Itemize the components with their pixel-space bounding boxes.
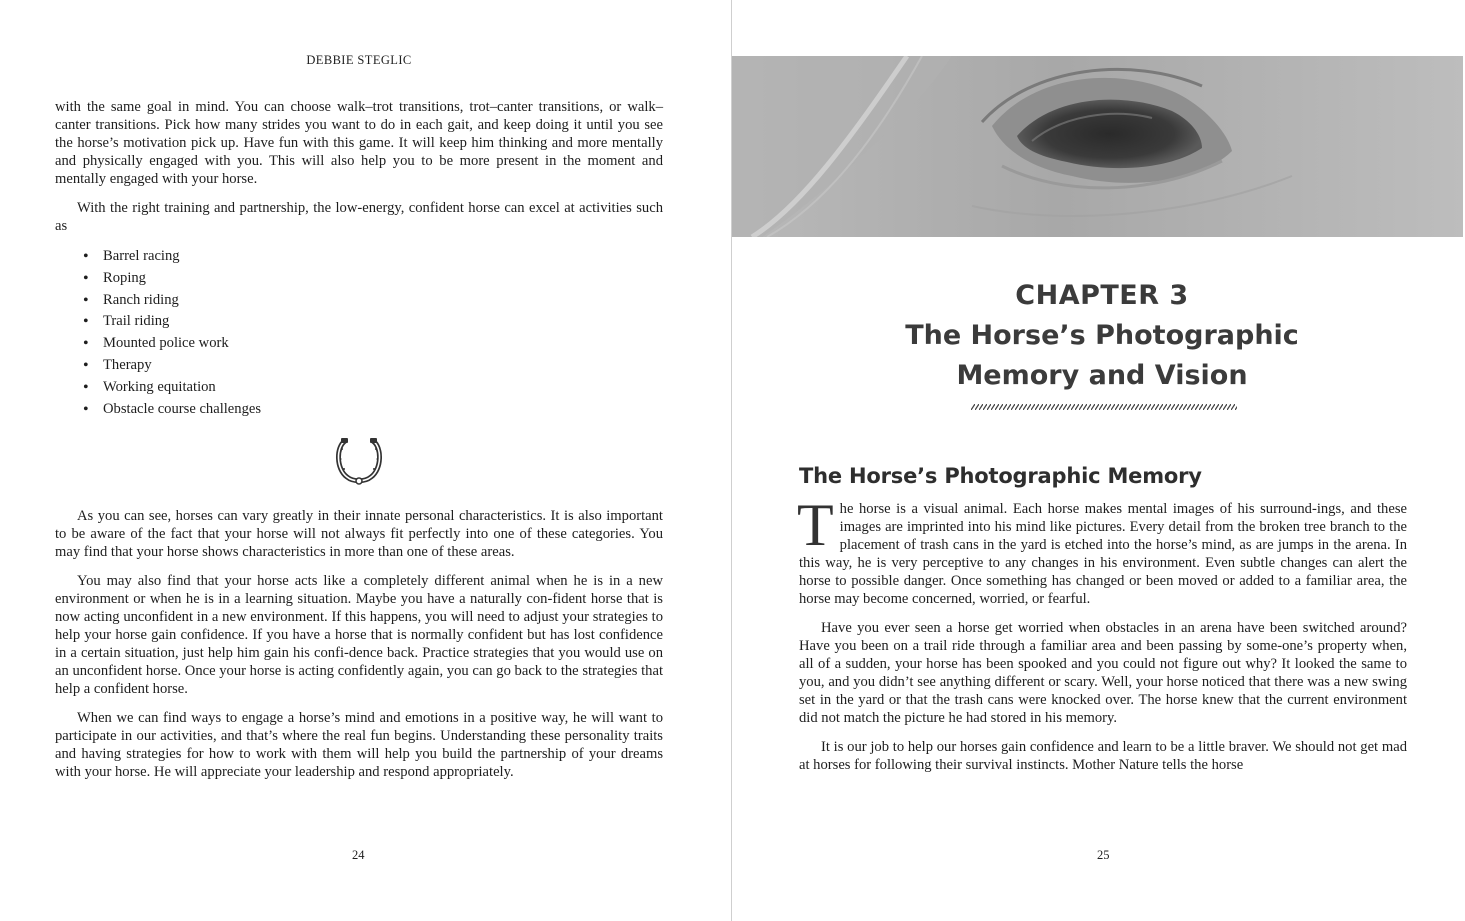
chapter-title-line: Memory and Vision: [956, 360, 1248, 391]
paragraph: You may also find that your horse acts like a completely different animal when he is in a new environment or when he is in a learning situation. Maybe you have a naturally con-fident horse that is now acting unconfident in a new environment. If this happens, you will need to adjust your strategies to help your horse gain confidence. If you have a horse that is normally confident but has lost confidence in a certain situation, just help him gain his confi-dence back. Practice strategies that you would use on an unconfident horse. Once your horse is acting confidently again, you can go back to the strategies that help a confident horse.: [55, 573, 663, 698]
paragraph: When we can find ways to engage a horse’s mind and emotions in a positive way, he will want to participate in our activities, and that’s where the real fun begins. Understanding these personality traits and having strategies for how to work with them will help you build the partnership of your dreams with your horse. He will appreciate your leadership and respond appropriately.: [55, 710, 663, 781]
chapter-heading: [732, 276, 1465, 396]
right-page-body: [797, 492, 1407, 785]
list-item: • Ranch riding: [103, 290, 663, 312]
paragraph: [797, 492, 1407, 608]
page-number: 24: [352, 848, 365, 862]
decorative-rule: [971, 404, 1237, 410]
paragraph: With the right training and partnership, the low-energy, confident horse can excel at activities such as: [55, 200, 663, 234]
horseshoe-icon: [333, 435, 385, 487]
list-item: • Trail riding: [103, 311, 663, 333]
chapter-title-line: The Horse’s Photographic: [905, 320, 1299, 351]
right-page: [732, 0, 1465, 921]
paragraph-text: he horse is a visual animal. Each horse makes mental images of his surround-ings, and these images are imprinted into his mind like pictures. Every detail from the broken tree branch to the placement of trash cans in the yard is etched into the horse’s mind, as are jumps in the arena. In this way, he is very perceptive to any changes in his environment. Even subtle changes can alert the horse to possible danger. Once something has changed or been moved or added to a familiar area, the horse may become concerned, worried, or fearful.: [799, 501, 1407, 607]
paragraph: with the same goal in mind. You can choose walk–trot transitions, trot–canter transitions, or walk–canter transitions. Pick how many strides you want to do in each gait, and keep doing it until you see the horse’s motivation pick up. Have fun with this game. It will keep him thinking and more mentally and physically engaged with you. This will also help you to be more present in the moment and mentally engaged with your horse.: [55, 99, 663, 187]
left-page: [0, 0, 731, 921]
paragraph: It is our job to help our horses gain confidence and learn to be a little braver. We should not get mad at horses for following their survival instincts. Mother Nature tells the horse: [799, 739, 1407, 773]
activities-list: [55, 246, 663, 420]
list-item: • Therapy: [103, 355, 663, 377]
section-heading: The Horse’s Photographic Memory: [799, 464, 1202, 488]
chapter-number: CHAPTER 3: [1015, 280, 1189, 311]
list-item: • Working equitation: [103, 377, 663, 399]
paragraph: As you can see, horses can vary greatly in their innate personal characteristics. It is also important to be aware of the fact that your horse will not always fit perfectly into one of these categories. You may find that your horse shows characteristics in more than one of these areas.: [55, 508, 663, 561]
drop-cap: T: [797, 492, 834, 558]
list-item: • Barrel racing: [103, 246, 663, 268]
list-item: • Roping: [103, 268, 663, 290]
list-item: • Mounted police work: [103, 333, 663, 355]
paragraph: Have you ever seen a horse get worried when obstacles in an arena have been switched around? Have you been on a trail ride through a familiar area and been passing by some-one’s property when, all of a sudden, your horse has been spooked and you could not figure out why? It looked the same to you, and you didn’t see anything different or scary. Well, your horse noticed that there was a new swing set in the yard or that the trash cans were knocked over. The horse knew that the current environment did not match the picture he had stored in his memory.: [799, 620, 1407, 726]
list-item: • Obstacle course challenges: [103, 399, 663, 421]
horse-eye-image: [732, 56, 1463, 237]
running-head: DEBBIE STEGLIC: [306, 53, 412, 67]
page-number: 25: [1097, 848, 1110, 862]
left-page-body: [55, 98, 663, 792]
